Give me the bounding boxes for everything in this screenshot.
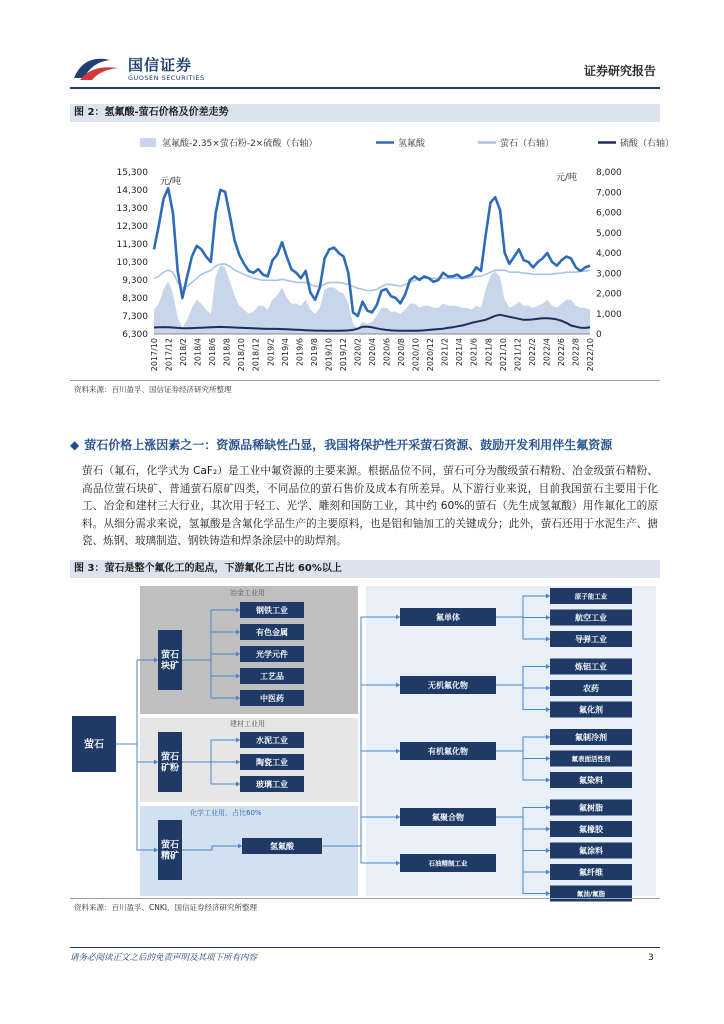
legend-item-1 [376,137,426,149]
chart2-svg [70,124,675,380]
x-tick-label: 2020/2 [353,338,363,367]
logo-english: GUOSEN SECURITIES [128,74,205,82]
left-tick-label: 8,300 [122,294,148,304]
node-item-1-1-label: 陶瓷工业 [256,757,288,767]
node-group-1-label: 矿粉 [160,763,180,774]
header [70,50,660,86]
footer-rule [70,947,660,948]
node-right-12-label: 氟纤维 [579,867,603,877]
node-item-0-3-label: 工艺品 [260,671,284,681]
node-right-5-label: 氟化剂 [579,705,603,715]
x-tick-label: 2021/12 [513,338,523,372]
right-unit-label: 元/吨 [556,173,578,183]
x-tick-label: 2020/6 [382,338,392,367]
left-tick-label: 13,300 [116,204,148,214]
x-tick-label: 2018/4 [193,338,203,367]
right-tick-label: 2,000 [596,289,622,300]
x-tick-label: 2021/4 [455,338,465,367]
x-tick-label: 2019/6 [295,338,305,367]
left-tick-label: 12,300 [116,222,148,232]
figure3-source: 资料来源：百川盈孚、CNKI、国信证券经济研究所整理 [74,903,257,912]
series-spread-area [154,265,590,334]
node-right-10-label: 氟橡胶 [579,824,603,834]
node-mid-2-label: 有机氟化物 [428,746,468,756]
left-tick-label: 14,300 [116,186,148,196]
x-tick-label: 2018/2 [179,338,189,367]
legend-label: 氢氟酸-2.35×萤石粉-2×硫酸（右轴） [162,139,318,149]
node-right-8-label: 氟染料 [579,775,603,785]
page-number: 3 [648,953,654,963]
right-tick-label: 8,000 [596,168,622,178]
node-group-0-label: 块矿 [160,661,180,672]
node-right-11-label: 氟涂料 [579,846,603,856]
left-tick-label: 11,300 [116,240,148,250]
figure2-chart [70,124,675,380]
x-tick-label: 2020/12 [426,338,436,372]
x-tick-label: 2019/12 [338,338,348,372]
figure3-bottom-rule [70,898,660,899]
right-tick-label: 0 [596,330,602,340]
x-tick-label: 2018/10 [237,338,247,372]
figure2-bottom-rule [70,380,660,381]
footer-disclaimer: 请务必阅读正文之后的免责声明及其项下所有内容 [70,953,258,963]
right-tick-label: 3,000 [596,269,622,280]
node-mid-0-label: 氟单体 [436,612,460,622]
header-rule [70,87,660,89]
x-tick-label: 2020/8 [397,338,407,367]
node-right-13-label: 氟油/氟脂 [576,889,606,898]
left-tick-label: 10,300 [116,258,148,268]
x-tick-label: 2021/10 [498,338,508,372]
x-tick-label: 2018/12 [251,338,261,372]
x-tick-label: 2021/2 [440,338,450,367]
legend-item-3 [598,137,674,149]
logo-name: 国信证券 [128,56,193,74]
x-tick-label: 2019/2 [266,338,276,367]
x-tick-label: 2020/10 [411,338,421,372]
node-group-1-label: 萤石 [160,752,180,763]
left-unit-label: 元/吨 [160,177,182,187]
x-tick-label: 2022/10 [586,338,595,372]
group-label: 化学工业用，占比60% [190,809,262,817]
node-right-1-label: 航空工业 [575,613,607,623]
group-label: 冶金工业用 [230,589,265,597]
x-tick-label: 2018/6 [208,338,218,367]
legend-label: 萤石（右轴） [500,139,555,149]
node-item-1-0-label: 水泥工业 [256,735,288,745]
x-tick-label: 2022/2 [527,338,537,367]
right-tick-label: 1,000 [596,309,622,320]
x-tick-label: 2022/6 [556,338,566,367]
node-mid-1-label: 无机氟化物 [428,680,468,690]
node-group-0-label: 萤石 [160,650,180,661]
x-tick-label: 2022/4 [542,338,552,367]
guosen-logo-icon [70,50,122,84]
section-paragraph: 萤石（氟石，化学式为 CaF₂）是工业中氟资源的主要来源。根据品位不同，萤石可分为酸级萤石精粉、冶金级萤石精粉、高品位萤石块矿、普通萤石原矿四类，不同品位的萤石售价及成本有所差异。从下游行业来说，目前我国萤石主要用于化工、冶金和建材三大行业，其次用于轻工、光学、雕刻和国防工业，其中约 60%的萤石（先生成氢氟酸）用作氟化工的原料。从细分需求来说，氢氟酸是含氟化学品生产的主要原料，也是铝和铀加工的关键成分；此外，萤石还用于水泥生产、搪瓷、炼钢、玻璃制造、钢铁铸造和焊条涂层中的助焊剂。 [82,465,658,548]
legend-label: 硫酸（右轴） [620,139,675,149]
node-right-7-label: 氟表面活性剂 [571,754,611,763]
section-heading: 萤石价格上涨因素之一：资源品稀缺性凸显，我国将保护性开采萤石资源、鼓励开发利用伴生氟资源 [84,438,613,452]
node-mid-3-label: 氟聚合物 [432,812,464,822]
node-right-2-label: 导弹工业 [575,634,607,644]
left-tick-label: 15,300 [116,168,148,178]
figure3-title: 图 3：萤石是整个氟化工的起点，下游氟化工占比 60%以上 [70,560,660,578]
node-item-0-4-label: 中医药 [260,693,284,703]
legend-item-0 [140,137,317,149]
node-item-1-2-label: 玻璃工业 [256,779,288,789]
node-item-0-1-label: 有色金属 [256,627,288,637]
right-tick-label: 5,000 [596,228,622,239]
left-tick-label: 7,300 [122,312,148,322]
node-right-3-label: 炼铝工业 [575,662,607,672]
node-right-4-label: 农药 [583,683,599,693]
x-tick-label: 2017/12 [164,338,174,372]
node-group-2-label: 精矿 [160,851,180,862]
node-right-9-label: 氟树脂 [579,803,603,813]
x-tick-label: 2017/10 [150,338,159,372]
right-tick-label: 4,000 [596,249,622,259]
node-item-0-2-label: 光学元件 [256,649,288,659]
node-mid-4-label: 石油精制工业 [428,859,468,868]
x-tick-label: 2020/4 [368,338,377,367]
x-tick-label: 2019/4 [280,338,290,367]
left-tick-label: 9,300 [122,276,148,286]
diagram3-svg [70,580,660,898]
node-item-2-0-label: 氢氟酸 [270,841,294,851]
legend-item-2 [478,137,554,149]
right-tick-label: 6,000 [596,208,622,219]
node-item-0-0-label: 钢铁工业 [256,605,288,615]
report-type: 证券研究报告 [583,64,656,78]
node-group-2-label: 萤石 [160,840,180,851]
section-heading-row [70,436,670,453]
group-label: 建材工业用 [230,720,265,728]
left-tick-label: 6,300 [122,330,148,340]
figure3-diagram [70,580,660,898]
bullet-icon: ◆ [70,438,80,452]
x-tick-label: 2021/8 [484,338,494,367]
x-tick-label: 2022/8 [571,338,581,367]
x-tick-label: 2019/10 [324,338,334,372]
x-tick-label: 2019/8 [309,338,319,367]
node-right-0-label: 原子能工业 [574,592,608,601]
x-tick-label: 2021/6 [469,338,479,367]
legend-label: 氢氟酸 [398,139,426,149]
x-tick-label: 2018/8 [222,338,232,367]
legend-swatch [140,138,156,147]
figure2-title: 图 2：氢氟酸-萤石价格及价差走势 [70,104,660,122]
figure2-source: 资料来源：百川盈孚、国信证券经济研究所整理 [74,385,232,394]
node-right-6-label: 氟制冷剂 [575,732,607,742]
right-tick-label: 7,000 [596,188,622,199]
node-root-label: 萤石 [84,739,104,751]
